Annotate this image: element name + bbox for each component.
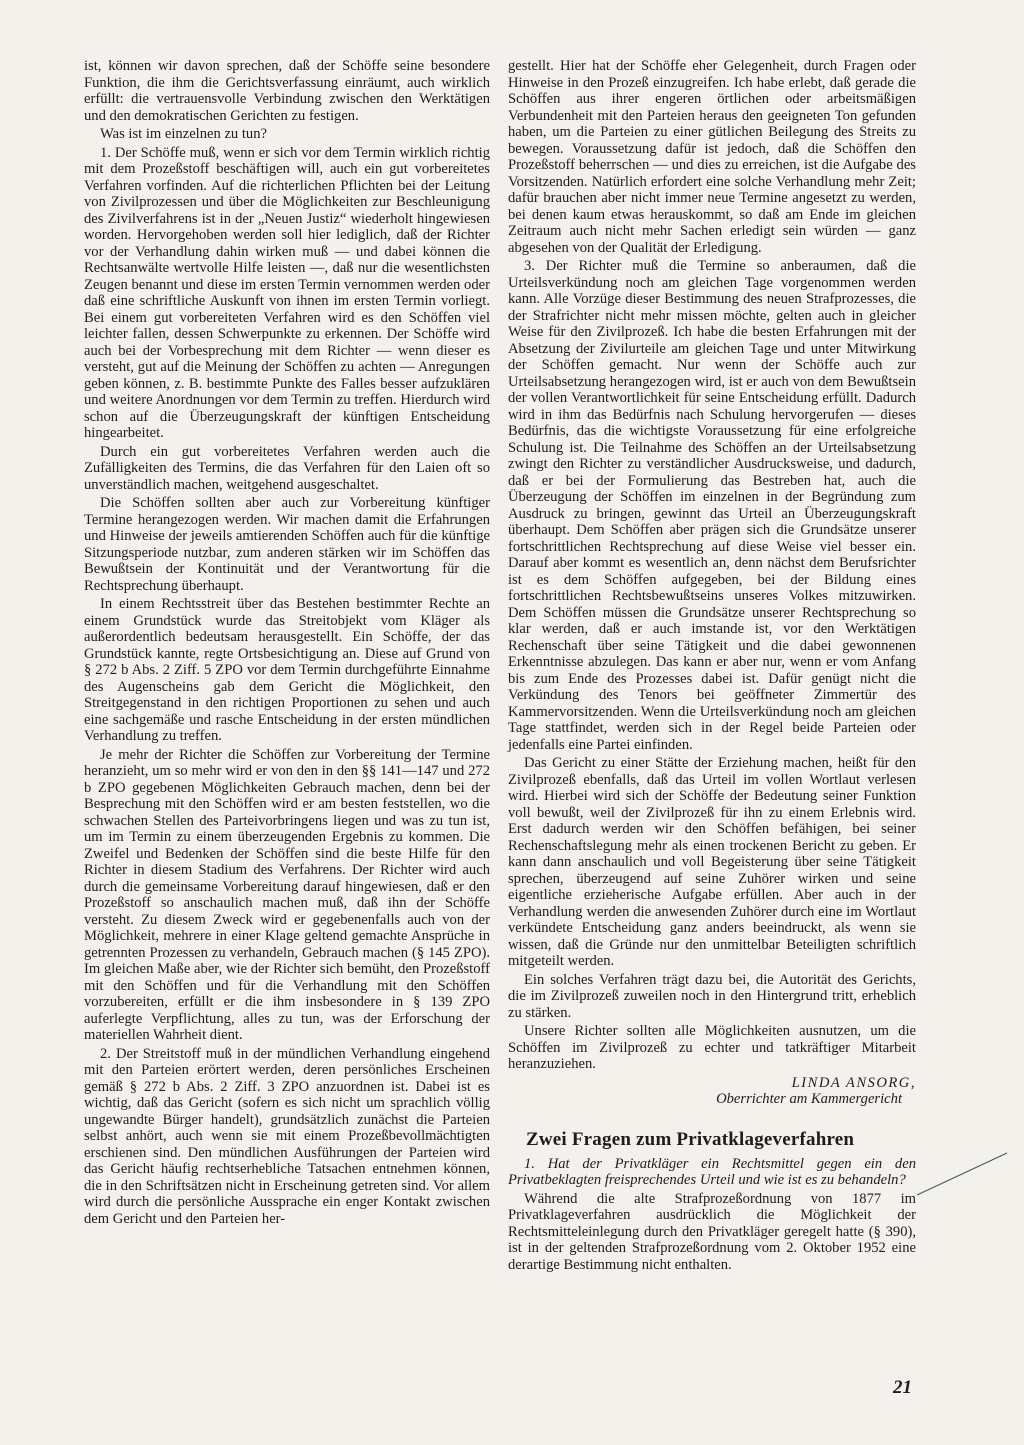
paragraph: Die Schöffen sollten aber auch zur Vorbereitung künftiger Termine herangezogen werden. Wir machen damit die Erfahrungen und Hinweise der jeweils amtierenden Schöffen auch für die künftige Sitzungsperiode nutzbar, zum anderen stärken wir im Schöffen das Bewußtsein der Kontinuität und der Verantwortung für die Rechtsprechung überhaupt. bbox=[84, 495, 490, 594]
author-title: Oberrichter am Kammergericht bbox=[716, 1091, 902, 1107]
paragraph: 1. Der Schöffe muß, wenn er sich vor dem Termin wirklich richtig mit dem Prozeßstoff beschäftigen will, auch ein gut vorbereitetes Verfahren vorfinden. Auf die richterlichen Pflichten bei der Leitung von Zivilprozessen und über die Möglichkeiten zur Beschleunigung des Zivilverfahrens ist in der „Neuen Justiz“ wiederholt hingewiesen worden. Hervorgehoben werden soll hier lediglich, daß der Richter vor der Verhandlung dahin wirken muß — und dabei können die Rechtsanwälte wertvolle Hilfe leisten —, daß nur die wesentlichsten Zeugen benannt und diese im ersten Termin vernommen werden oder daß eine schriftliche Auskunft von ihnen im ersten Termin vorliegt. Bei einem gut vorbereiteten Verfahren wird es den Schöffen viel leichter fallen, dessen Schwerpunkte zu erkennen. Der Schöffe wird auch bei der Vorbesprechung mit dem Richter — wenn dieser es versteht, gut auf die Meinung der Schöffen zu achten — Anregungen geben können, z. B. bestimmte Punkte des Falles besser aufzuklären und weitere Anordnungen vor dem Termin zu treffen. Hierdurch wird schon auf die Überzeugungskraft der künftigen Entscheidung hingearbeitet. bbox=[84, 144, 490, 441]
paragraph: Unsere Richter sollten alle Möglichkeiten ausnutzen, um die Schöffen im Zivilprozeß zu echter und tatkräftiger Mitarbeit heranzuziehen. bbox=[508, 1023, 916, 1072]
paragraph: Ein solches Verfahren trägt dazu bei, die Autorität des Gerichts, die im Zivilprozeß zuweilen noch in den Hintergrund tritt, erheblich zu stärken. bbox=[508, 971, 916, 1021]
pen-mark-decoration bbox=[915, 1143, 1024, 1213]
paragraph: 2. Der Streitstoff muß in der mündlichen Verhandlung eingehend mit den Parteien erörtert werden, deren persönliches Erscheinen gemäß § 272 b Abs. 2 Ziff. 3 ZPO anzuordnen ist. Dabei ist es wichtig, daß das Gericht (sofern es sich nicht um sprachlich völlig ungewandte Bürger handelt), grundsätzlich zunächst die Parteien selbst anhört, auch wenn sie mit einem Prozeßbevollmächtigten erschienen sind. Den mündlichen Ausführungen der Parteien wird das Gericht häufig rechtserhebliche Tatsachen entnehmen können, die in den Schriftsätzen nicht in Erscheinung getreten sind. Vor allem wird durch die persönliche Aussprache ein enger Kontakt zwischen dem Gericht und den Parteien her- bbox=[84, 1045, 490, 1227]
author-name: LINDA ANSORG, bbox=[791, 1074, 916, 1091]
paragraph: Das Gericht zu einer Stätte der Erziehung machen, heißt für den Zivilprozeß ebenfalls, daß das Urteil im vollen Wortlaut verlesen wird. Hierbei wird sich der Schöffe der Bedeutung seiner Funktion voll bewußt, weil der Zivilprozeß für ihn zu einem Erlebnis wird. Erst dadurch werden wir den Schöffen befähigen, bei seiner Rechenschaftslegung mehr als einen trockenen Bericht zu geben. Er kann dann anschaulich und voll Begeisterung über seine Tätigkeit sprechen, überzeugend auf seine Zuhörer wirken und seine eigentliche erzieherische Aufgabe erfüllen. Aber auch in der Verhandlung werden die anwesenden Zuhörer durch eine im Wortlaut verkündete Entscheidung ganz anders beeindruckt, als wenn sie wissen, daß die Gründe nur den unmittelbar Beteiligten schriftlich mitgeteilt werden. bbox=[508, 755, 916, 969]
paragraph: 3. Der Richter muß die Termine so anberaumen, daß die Urteilsverkündung noch am gleichen Tage vorgenommen werden kann. Alle Vorzüge dieser Bestimmung des neuen Strafprozesses, die der Strafrichter nicht mehr missen möchte, gelten auch in gleicher Weise für den Zivilprozeß. Ich habe die besten Erfahrungen mit der Absetzung der Zivilurteile am gleichen Tage und unter Mitwirkung der Schöffen gemacht. Nur wenn der Schöffe auch zur Urteilsabsetzung herangezogen wird, ist er auch von dem Bewußtsein der vollen Verantwortlichkeit für seine Entscheidung erfüllt. Dadurch wird in ihm das Bedürfnis nach Schulung hervorgerufen — dieses Bedürfnis, das die wichtigste Voraussetzung für eine erfolgreiche Schulung ist. Die Teilnahme des Schöffen an der Urteilsabsetzung zwingt den Richter zu verständlicher Ausdrucksweise, und dadurch, daß er bei der Formulierung das Bestreben hat, auch die Überzeugung der Schöffen im einzelnen in der Begründung zum Ausdruck zu bringen, gewinnt das Urteil an Überzeugungskraft überhaupt. Dem Schöffen aber prägen sich die Grundsätze unserer fortschrittlichen Rechtsprechung auf diese Weise viel besser ein. Darauf aber kommt es wesentlich an, denn nächst dem Berufsrichter ist es dem Schöffen aufgegeben, bei der Bildung eines fortschrittlichen Rechtsbewußtseins unseres Volkes mitzuwirken. Dem Schöffen müssen die Grundsätze unserer Rechtsprechung so klar werden, daß er auch imstande ist, vor den Werktätigen Rechenschaft über seine Tätigkeit und die dabei gewonnenen Erkenntnisse abzulegen. Das kann er aber nur, wenn er vom Anfang bis zum Ende des Prozesses dabei ist. Dafür genügt nicht die Verkündung des Tenors bei geöffneter Zimmertür des Kammervorsitzenden. Wenn die Urteilsverkündung noch am gleichen Tage stattfindet, werden sich in der Regel beide Parteien oder jedenfalls eine Partei einfinden. bbox=[508, 258, 916, 753]
page-number: 21 bbox=[893, 1377, 912, 1398]
section-question: 1. Hat der Privatkläger ein Rechtsmittel gegen ein den Privatbeklagten freisprechendes Urteil und wie ist es zu behandeln? bbox=[508, 1155, 916, 1188]
paragraph: In einem Rechtsstreit über das Bestehen bestimmter Rechte an einem Grundstück wurde das Streitobjekt vom Kläger als außerordentlich bedeutsam herausgestellt. Ein Schöffe, der das Grundstück kannte, regte Ortsbesichtigung an. Diese auf Grund von § 272 b Abs. 2 Ziff. 5 ZPO vor dem Termin durchgeführte Einnahme des Augenscheins gab dem Gericht die Möglichkeit, den Streitgegenstand in den richtigen Proportionen zu sehen und auch eine sachgemäße und rasche Entscheidung in der ersten mündlichen Verhandlung zu treffen. bbox=[84, 596, 490, 744]
paragraph: Was ist im einzelnen zu tun? bbox=[100, 126, 268, 142]
paragraph: gestellt. Hier hat der Schöffe eher Gelegenheit, durch Fragen oder Hinweise in den Prozeß einzugreifen. Ich habe erlebt, daß gerade die Schöffen aus ihrer engeren örtlichen oder arbeitsmäßigen Verbundenheit mit den Parteien heraus den geeigneten Ton gefunden haben, um die Parteien zu einer gütlichen Beilegung des Streits zu bewegen. Voraussetzung dafür ist jedoch, daß die Schöffen den Prozeßstoff beherrschen — und dies zu erreichen, ist die Aufgabe des Vorsitzenden. Natürlich erfordert eine solche Verhandlung mehr Zeit; dafür brauchen aber nicht immer neue Termine angesetzt zu werden, bei denen kaum etwas herauskommt, so daß am Ende im gleichen Zeitraum auch nicht mehr Sachen erledigt sein würden — ganz abgesehen von der Qualität der Erledigung. bbox=[508, 58, 916, 256]
author-signature bbox=[508, 1075, 916, 1108]
left-column bbox=[84, 58, 490, 1229]
right-column bbox=[508, 58, 916, 1275]
section-heading: Zwei Fragen zum Privatklageverfahren bbox=[526, 1128, 855, 1150]
paragraph: Je mehr der Richter die Schöffen zur Vorbereitung der Termine heranzieht, um so mehr wird er von den in den §§ 141—147 und 272 b ZPO gegebenen Möglichkeiten Gebrauch machen, denn bei der Besprechung mit den Schöffen wird er am besten feststellen, wo die schwachen Stellen des Parteivorbringens liegen und was zu tun ist, um im Termin zu einem überzeugenden Ergebnis zu kommen. Die Zweifel und Bedenken der Schöffen sind die beste Hilfe für den Richter in diesem Stadium des Verfahrens. Der Richter wird auch durch die gemeinsame Vorbereitung darauf hingewiesen, daß er den Prozeßstoff so anschaulich machen muß, daß ihn der Schöffe versteht. Zu diesem Zweck wird er gegebenenfalls auch von der Möglichkeit, mehrere in einer Klage geltend gemachte Ansprüche in getrennten Prozessen zu verhandeln, Gebrauch machen (§ 145 ZPO). Im gleichen Maße aber, wie der Richter sich bemüht, den Prozeßstoff mit den Schöffen und für die Verhandlung mit den Schöffen vorzubereiten, erfüllt er die ihm insbesondere in § 139 ZPO auferlegte Verpflichtung, alles zu tun, was der Erforschung der materiellen Wahrheit dient. bbox=[84, 746, 490, 1043]
section-body: Während die alte Strafprozeßordnung von 1877 im Privatklageverfahren ausdrücklich die Möglichkeit der Rechtsmitteleinlegung durch den Privatkläger geregelt hatte (§ 390), ist in der geltenden Strafprozeßordnung vom 2. Oktober 1952 eine derartige Bestimmung nicht enthalten. bbox=[508, 1190, 916, 1273]
paragraph: ist, können wir davon sprechen, daß der Schöffe seine besondere Funktion, die ihm die Gerichtsverfassung einräumt, auch wirklich erfüllt: die vertrauensvolle Verbindung zwischen den Werktätigen und den demokratischen Gerichten zu festigen. bbox=[84, 58, 490, 124]
paragraph: Durch ein gut vorbereitetes Verfahren werden auch die Zufälligkeiten des Termins, die das Verfahren für den Laien oft so unverständlich machen, weitgehend ausgeschaltet. bbox=[84, 443, 490, 493]
